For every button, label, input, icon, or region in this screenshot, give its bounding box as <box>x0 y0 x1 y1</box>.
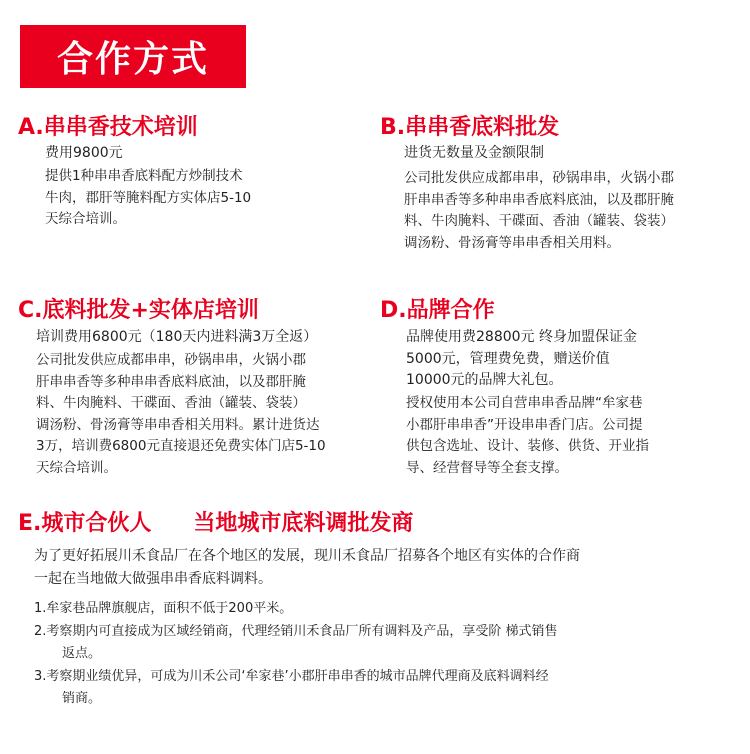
text-line: 天综合培训。 <box>45 211 126 227</box>
text-line: 授权使用本公司自营串串香品牌“牟家巷 <box>406 395 643 411</box>
section-e-title-right: 当地城市底料调批发商 <box>193 511 414 536</box>
section-b-description <box>404 168 674 254</box>
section-a-fee: 费用9800元 <box>45 145 123 161</box>
text-line: 调汤粉、骨汤膏等串串香相关用料。累计进货达 <box>36 416 320 433</box>
text-line: 牛肉，郡肝等腌料配方实体店5-10 <box>45 189 252 206</box>
text-line: 肝串串香等多种串串香底料底油，以及郡肝腌 <box>36 373 306 390</box>
text-line: 公司批发供应成都串串，砂锅串串，火锅小郡 <box>404 170 674 186</box>
text-line: 肝串串香等多种串串香底料底油，以及郡肝腌 <box>404 191 674 208</box>
section-d-title: D.品牌合作 <box>380 298 495 323</box>
section-d-description <box>406 393 649 479</box>
section-c-description <box>36 350 326 479</box>
list-item-continuation: 销商。 <box>62 691 102 706</box>
section-c-title: C.底料批发+实体店培训 <box>18 298 259 323</box>
text-line: 料、牛肉腌料、干碟面、香油（罐装、袋装） <box>36 395 306 411</box>
text-line: 料、牛肉腌料、干碟面、香油（罐装、袋装） <box>404 213 674 229</box>
section-e-title <box>18 513 413 535</box>
text-line: 导、经营督导等全套支撑。 <box>406 459 568 476</box>
text-line: 调汤粉、骨汤膏等串串香相关用料。 <box>404 234 620 251</box>
section-e-list <box>34 598 558 711</box>
section-b-title: B.串串香底料批发 <box>380 115 560 140</box>
section-a-title: A.串串香技术培训 <box>18 115 198 140</box>
text-line: 10000元的品牌大礼包。 <box>406 372 563 388</box>
section-b-subtitle: 进货无数量及金额限制 <box>404 145 544 161</box>
section-c-subtitle: 培训费用6800元（180天内进料满3万全返） <box>36 329 318 345</box>
text-line: 提供1种串串香底料配方炒制技术 <box>45 168 243 184</box>
section-a-description <box>45 166 251 231</box>
list-item: 3.考察期业绩优异，可成为川禾公司‘牟家巷’小郡肝串串香的城市品牌代理商及底料调料经 <box>34 668 549 684</box>
section-e-title-left: E.城市合伙人 <box>18 511 152 536</box>
text-line: 天综合培训。 <box>36 459 117 476</box>
text-line: 为了更好拓展川禾食品厂在各个地区的发展，现川禾食品厂招募各个地区有实体的合作商 <box>34 548 580 564</box>
list-item-continuation: 返点。 <box>62 646 102 661</box>
section-e-intro <box>34 545 580 591</box>
text-line: 公司批发供应成都串串，砂锅串串，火锅小郡 <box>36 352 306 368</box>
section-d-fee <box>406 327 637 392</box>
text-line: 3万，培训费6800元直接退还免费实体门店5-10 <box>36 438 326 454</box>
list-item: 1.牟家巷品牌旗舰店，面积不低于200平米。 <box>34 601 293 616</box>
section-banner: 合作方式 <box>20 25 246 88</box>
text-line: 5000元，管理费免费，赠送价值 <box>406 350 610 367</box>
text-line: 供包含选址、设计、装修、供货、开业指 <box>406 438 649 454</box>
list-item: 2.考察期内可直接成为区域经销商，代理经销川禾食品厂所有调料及产品，享受阶 梯式销售 <box>34 623 558 639</box>
text-line: 小郡肝串串香”开设串串香门店。公司提 <box>406 416 643 433</box>
text-line: 一起在当地做大做强串串香底料调料。 <box>34 571 272 587</box>
text-line: 品牌使用费28800元 终身加盟保证金 <box>406 329 637 345</box>
